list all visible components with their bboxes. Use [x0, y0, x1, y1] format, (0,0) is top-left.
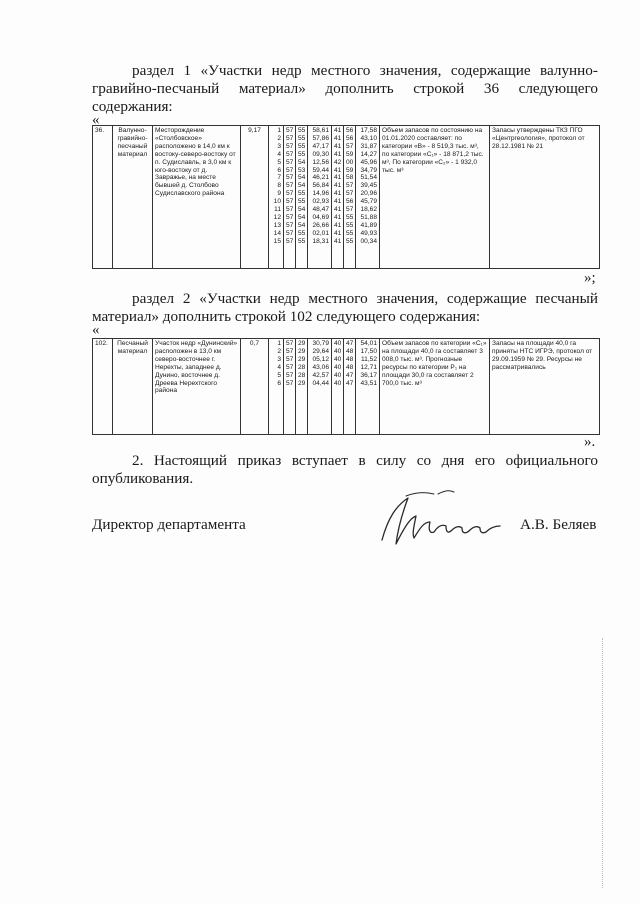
coord-value: 43,51 [360, 379, 377, 387]
word: содержащие [450, 62, 531, 79]
coord-value: 6 [277, 379, 281, 387]
word: раздел [132, 290, 175, 307]
word: приказ [237, 452, 282, 469]
table-row [93, 339, 600, 435]
coord-value: 48 [346, 363, 354, 371]
coord-value: 57 [346, 206, 354, 214]
word: официального [505, 452, 598, 469]
coord-value: 57 [286, 237, 294, 245]
word: гравийно-песчаный [92, 80, 220, 97]
coord-value: 41 [334, 166, 342, 174]
coord-value: 45,96 [360, 158, 377, 166]
coord-value: 51,88 [360, 213, 377, 221]
coord-value: 29,64 [312, 347, 329, 355]
coord-value: 41 [334, 127, 342, 134]
coord-value: 54 [298, 182, 306, 190]
coord-value: 02,01 [312, 229, 329, 237]
coord-value: 57 [286, 158, 294, 166]
coord-value: 04,44 [312, 379, 329, 387]
coord-value: 57 [286, 347, 294, 355]
material-cell: Песчаный материал [113, 339, 153, 435]
word: значения, [379, 62, 442, 79]
coord-value: 43,10 [360, 134, 377, 142]
approval-cell: Запасы на площади 40,0 га приняты НТС ИГРЭ, протокол от 29.09.1959 № 29. Ресурсы не рассматривались [490, 339, 600, 435]
coord-value: 00,34 [360, 237, 377, 245]
coord-value: 55 [346, 237, 354, 245]
coord-value: 31,87 [360, 142, 377, 150]
coord-value: 18,31 [312, 237, 329, 245]
open-quote-2: « [92, 322, 100, 338]
coord-value: 57 [286, 229, 294, 237]
coord-value: 12,71 [360, 363, 377, 371]
coord-value: 57 [286, 221, 294, 229]
coord-value: 55 [346, 221, 354, 229]
lon-min-col [344, 339, 356, 435]
word: дня [441, 452, 465, 469]
word: со [416, 452, 432, 469]
coord-value: 54 [298, 213, 306, 221]
coord-value: 40 [334, 347, 342, 355]
coord-value: 5 [277, 371, 281, 379]
coord-value: 41 [334, 206, 342, 214]
coord-value: 49,93 [360, 229, 377, 237]
coord-value: 14 [273, 229, 281, 237]
coord-value: 26,66 [312, 221, 329, 229]
coord-value: 11 [274, 206, 281, 214]
coord-value: 47 [346, 340, 354, 347]
word: 36 [483, 80, 500, 97]
word: раздел [132, 62, 175, 79]
word: местного [311, 62, 371, 79]
coord-value: 54,01 [360, 340, 377, 347]
coord-value: 48 [346, 347, 354, 355]
coord-value: 53 [298, 166, 306, 174]
coord-value: 41 [334, 150, 342, 158]
coord-value: 54 [298, 206, 306, 214]
close-quote-1: »; [584, 270, 596, 286]
word: материал» [238, 80, 306, 97]
coord-value: 6 [277, 166, 281, 174]
coord-value: 57 [346, 190, 354, 198]
lat-sec-col [308, 126, 332, 269]
reserves-cell: Объем запасов по категории «С₁» на площади 40,0 га составляет 3 008,0 тыс. м³. Прогнозные ресурсы по категории Р₁ на площади 30,0 га составляет 2 700,0 тыс. м³ [380, 339, 490, 435]
coord-value: 58,61 [312, 127, 329, 134]
coord-value: 3 [277, 142, 281, 150]
clause2-line-1 [92, 452, 598, 470]
coord-value: 4 [277, 150, 281, 158]
lat-deg-col [284, 126, 296, 269]
coord-value: 48 [346, 355, 354, 363]
table-row [93, 126, 600, 269]
clause2-line-2: опубликования. [92, 470, 194, 487]
coord-value: 59 [346, 150, 354, 158]
coord-value: 17,50 [360, 347, 377, 355]
coord-value: 09,30 [312, 150, 329, 158]
coord-value: 55 [298, 142, 306, 150]
coord-value: 57 [286, 174, 294, 182]
word: песчаный [535, 290, 598, 307]
coord-value: 2 [277, 347, 281, 355]
coord-value: 43,06 [312, 363, 329, 371]
coord-value: 34,79 [360, 166, 377, 174]
coord-value: 40 [334, 363, 342, 371]
coord-value: 57 [286, 379, 294, 387]
coord-value: 40 [334, 379, 342, 387]
coord-value: 29 [298, 340, 306, 347]
close-quote-2: ». [584, 434, 596, 450]
word: силу [376, 452, 407, 469]
coord-value: 9 [277, 190, 281, 198]
coord-value: 40 [334, 371, 342, 379]
coord-value: 55 [298, 237, 306, 245]
coord-value: 58 [346, 174, 354, 182]
coord-value: 41,89 [360, 221, 377, 229]
word: строкой [413, 80, 465, 97]
coord-value: 29 [298, 355, 306, 363]
reserves-cell: Объем запасов по состоянию на 01.01.2020 составляет: по категории «В» - 8 519,3 тыс. м³, по категории «С₁» - 18 871,2 тыс. м³, По категории «С₂» - 1 932,0 тыс. м³ [380, 126, 490, 269]
location-cell: Участок недр «Дунинский» расположен в 13,0 км северо-восточнее г. Нерехты, западнее д. Дунино, восточнее д. Дреева Нерехтского района [153, 339, 241, 435]
margin-dotted-line [602, 638, 603, 888]
coord-value: 00 [346, 158, 354, 166]
section1-line-1 [92, 62, 598, 80]
coord-value: 54 [298, 158, 306, 166]
coord-value: 51,54 [360, 174, 377, 182]
lat-sec-col [308, 339, 332, 435]
coord-value: 5 [277, 158, 281, 166]
coord-value: 48,47 [312, 206, 329, 214]
approval-cell: Запасы утверждены ТКЗ ПГО «Центргеология», протокол от 28.12.1981 № 21 [490, 126, 600, 269]
coord-value: 15 [273, 237, 281, 245]
points-col [269, 126, 284, 269]
coord-value: 04,69 [312, 213, 329, 221]
word: его [474, 452, 496, 469]
word: дополнить [325, 80, 394, 97]
lon-sec-col [356, 339, 380, 435]
coord-value: 13 [273, 221, 281, 229]
location-cell: Месторождение «Столбовское» расположено в 14,0 км к востоку-северо-востоку от п. Судиславль, в 3,0 км к юго-востоку от д. Завражье, на месте бывшей д. Столбово Судиславского района [153, 126, 241, 269]
coord-value: 57 [286, 134, 294, 142]
word: «Участки [200, 62, 263, 79]
coord-value: 57,86 [312, 134, 329, 142]
lon-deg-col [332, 339, 344, 435]
coord-value: 57 [286, 127, 294, 134]
coord-value: 3 [277, 355, 281, 363]
area-cell: 0,7 [241, 339, 269, 435]
coord-value: 57 [286, 190, 294, 198]
coord-value: 05,12 [312, 355, 329, 363]
section1-table [92, 125, 600, 269]
coord-value: 46,21 [312, 174, 329, 182]
coord-value: 55 [298, 190, 306, 198]
coord-value: 57 [286, 363, 294, 371]
coord-value: 20,96 [360, 190, 377, 198]
coord-value: 39,45 [360, 182, 377, 190]
word: 2 [182, 290, 191, 307]
word: местного [308, 290, 368, 307]
coord-value: 56 [346, 198, 354, 206]
coord-value: 41 [334, 221, 342, 229]
lat-min-col [296, 339, 308, 435]
coord-value: 57 [286, 206, 294, 214]
section2-line-1 [92, 290, 598, 308]
coord-value: 47 [346, 371, 354, 379]
word: валунно- [540, 62, 598, 79]
section2-line-2: материал» дополнить строкой 102 следующего содержания: [92, 308, 481, 325]
section1-line-3: содержания: [92, 98, 173, 115]
coord-value: 55 [298, 127, 306, 134]
coord-value: 14,96 [312, 190, 329, 198]
coord-value: 41 [334, 174, 342, 182]
word: недр [271, 62, 302, 79]
coord-value: 57 [286, 166, 294, 174]
coord-value: 54 [298, 221, 306, 229]
coord-value: 57 [346, 182, 354, 190]
word: недр [269, 290, 300, 307]
signatory-position: Директор департамента [92, 516, 246, 533]
coord-value: 42 [334, 158, 342, 166]
coord-value: 56,84 [312, 182, 329, 190]
word: Настоящий [153, 452, 228, 469]
coord-value: 55 [346, 229, 354, 237]
coord-value: 57 [346, 142, 354, 150]
lon-sec-col [356, 126, 380, 269]
coord-value: 7 [277, 174, 281, 182]
coord-value: 41 [334, 142, 342, 150]
signatory-name: А.В. Беляев [520, 516, 597, 533]
section2-table [92, 338, 600, 435]
coord-value: 55 [298, 198, 306, 206]
coord-value: 1 [277, 340, 281, 347]
coord-value: 57 [286, 355, 294, 363]
coord-value: 41 [334, 198, 342, 206]
coord-value: 59 [346, 166, 354, 174]
open-quote-1: « [92, 112, 100, 128]
coord-value: 56 [346, 127, 354, 134]
word: содержащие [446, 290, 527, 307]
coord-value: 30,79 [312, 340, 329, 347]
row-number: 102. [93, 339, 113, 435]
coord-value: 18,62 [360, 206, 377, 214]
coord-value: 47,17 [312, 142, 329, 150]
lon-deg-col [332, 126, 344, 269]
coord-value: 56 [346, 134, 354, 142]
word: 1 [183, 62, 192, 79]
coord-value: 8 [277, 182, 281, 190]
coord-value: 41 [334, 190, 342, 198]
points-col [269, 339, 284, 435]
word: в [358, 452, 366, 469]
coord-value: 47 [346, 379, 354, 387]
clause2-paragraph [92, 452, 598, 488]
section2-paragraph [92, 290, 598, 326]
coord-value: 28 [298, 363, 306, 371]
word: 2. [132, 452, 144, 469]
coord-value: 41 [334, 134, 342, 142]
section1-paragraph [92, 62, 598, 116]
coord-value: 17,58 [360, 127, 377, 134]
coord-value: 55 [298, 229, 306, 237]
coord-value: 29 [298, 347, 306, 355]
lat-min-col [296, 126, 308, 269]
coord-value: 14,27 [360, 150, 377, 158]
coord-value: 57 [286, 142, 294, 150]
coord-value: 42,57 [312, 371, 329, 379]
row-number: 36. [93, 126, 113, 269]
coord-value: 55 [346, 213, 354, 221]
coord-value: 4 [277, 363, 281, 371]
word: «Участки [199, 290, 261, 307]
section1-line-2 [92, 80, 598, 98]
word: значения, [376, 290, 439, 307]
coord-value: 41 [334, 182, 342, 190]
coord-value: 02,93 [312, 198, 329, 206]
coord-value: 57 [286, 182, 294, 190]
lon-min-col [344, 126, 356, 269]
word: следующего [518, 80, 598, 97]
coord-value: 41 [334, 213, 342, 221]
coord-value: 55 [298, 150, 306, 158]
coord-value: 40 [334, 355, 342, 363]
material-cell: Валунно-гравийно-песчаный материал [113, 126, 153, 269]
coord-value: 55 [298, 134, 306, 142]
coord-value: 40 [334, 340, 342, 347]
coord-value: 12,56 [312, 158, 329, 166]
coord-value: 57 [286, 340, 294, 347]
handwritten-signature [376, 488, 516, 558]
coord-value: 57 [286, 150, 294, 158]
coord-value: 57 [286, 198, 294, 206]
coord-value: 12 [273, 213, 281, 221]
coord-value: 41 [334, 229, 342, 237]
area-cell: 9,17 [241, 126, 269, 269]
coord-value: 11,52 [360, 355, 377, 363]
coord-value: 45,79 [360, 198, 377, 206]
word: вступает [291, 452, 348, 469]
coord-value: 59,44 [312, 166, 329, 174]
coord-value: 54 [298, 174, 306, 182]
coord-value: 1 [277, 127, 281, 134]
coord-value: 10 [273, 198, 281, 206]
coord-value: 2 [277, 134, 281, 142]
coord-value: 57 [286, 213, 294, 221]
coord-value: 36,17 [360, 371, 377, 379]
coord-value: 29 [298, 379, 306, 387]
lat-deg-col [284, 339, 296, 435]
coord-value: 28 [298, 371, 306, 379]
coord-value: 41 [334, 237, 342, 245]
coord-value: 57 [286, 371, 294, 379]
